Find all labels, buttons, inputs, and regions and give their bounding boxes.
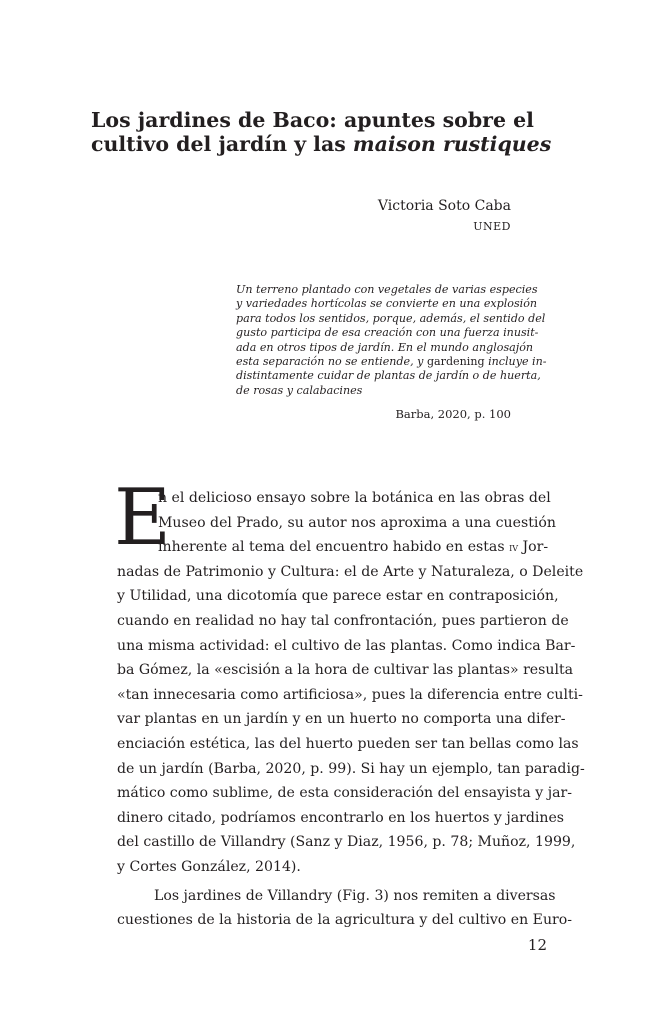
body-line: n el delicioso ensayo sobre la botánica en las obras del xyxy=(158,490,551,506)
epigraph xyxy=(236,283,547,398)
body-line: cuando en realidad no hay tal confrontación, pues partieron de xyxy=(117,612,569,629)
body-line: Museo del Prado, su autor nos aproxima a una cuestión xyxy=(158,514,556,531)
title-line-2-text: cultivo del jardín y las xyxy=(91,132,353,156)
body-line xyxy=(117,535,549,560)
body-line: nadas de Patrimonio y Cultura: el de Arte y Naturaleza, o Deleite xyxy=(117,563,584,580)
epigraph-segment: esta separación no se entiende, y xyxy=(236,355,427,369)
title-line-2 xyxy=(91,132,552,156)
title-italic-phrase: maison rustiques xyxy=(352,132,552,156)
body-line: mático como sublime, de esta consideración del ensayista y jar- xyxy=(117,785,572,802)
author-affiliation: UNED xyxy=(473,220,511,233)
roman-numeral: iv xyxy=(509,540,518,555)
epigraph-upright-word: gardening xyxy=(426,355,485,369)
body-line: del castillo de Villandry (Sanz y Diaz, 1956, p. 78; Muñoz, 1999, xyxy=(117,834,576,851)
epigraph-citation: Barba, 2020, p. 100 xyxy=(395,407,511,421)
body-line: y Cortes González, 2014). xyxy=(117,858,301,875)
epigraph-line: ada en otros tipos de jardín. En el mundo anglosajón xyxy=(236,340,534,354)
body-line: var plantas en un jardín y en un huerto no comporta una difer- xyxy=(117,711,566,728)
epigraph-line: Un terreno plantado con vegetales de varias especies xyxy=(236,283,538,296)
body-text xyxy=(117,486,585,933)
epigraph-line: de rosas y calabacines xyxy=(236,383,363,397)
epigraph-line: y variedades hortícolas se convierte en una explosión xyxy=(236,297,538,311)
body-line: de un jardín (Barba, 2020, p. 99). Si hay un ejemplo, tan paradig- xyxy=(117,760,585,777)
epigraph-segment: incluye in- xyxy=(484,355,547,369)
drop-cap: E xyxy=(114,473,171,563)
author-name: Victoria Soto Caba xyxy=(377,198,511,214)
body-line: «tan innecesaria como artificiosa», pues la diferencia entre culti- xyxy=(117,686,583,703)
epigraph-line: gusto participa de esa creación con una fuerza inusit- xyxy=(236,326,539,340)
body-segment: Jor- xyxy=(518,539,549,556)
article-title xyxy=(91,108,552,156)
body-line: y Utilidad, una dicotomía que parece estar en contraposición, xyxy=(117,588,559,605)
body-line: enciación estética, las del huerto pueden ser tan bellas como las xyxy=(117,735,579,752)
body-line: dinero citado, podríamos encontrarlo en los huertos y jardines xyxy=(117,809,565,826)
epigraph-line: distintamente cuidar de plantas de jardín o de huerta, xyxy=(236,369,541,383)
page-number: 12 xyxy=(527,936,547,954)
body-segment: inherente al tema del encuentro habido en estas xyxy=(158,539,510,556)
epigraph-line: para todos los sentidos, porque, además, el sentido del xyxy=(236,311,546,325)
body-line: ba Gómez, la «escisión a la hora de cultivar las plantas» resulta xyxy=(117,662,574,679)
body-line: una misma actividad: el cultivo de las plantas. Como indica Bar- xyxy=(117,637,576,654)
body-line: cuestiones de la historia de la agricultura y del cultivo en Euro- xyxy=(117,912,573,929)
title-line-1: Los jardines de Baco: apuntes sobre el xyxy=(91,108,534,132)
epigraph-line xyxy=(236,355,547,369)
body-line: Los jardines de Villandry (Fig. 3) nos remiten a diversas xyxy=(154,887,556,904)
